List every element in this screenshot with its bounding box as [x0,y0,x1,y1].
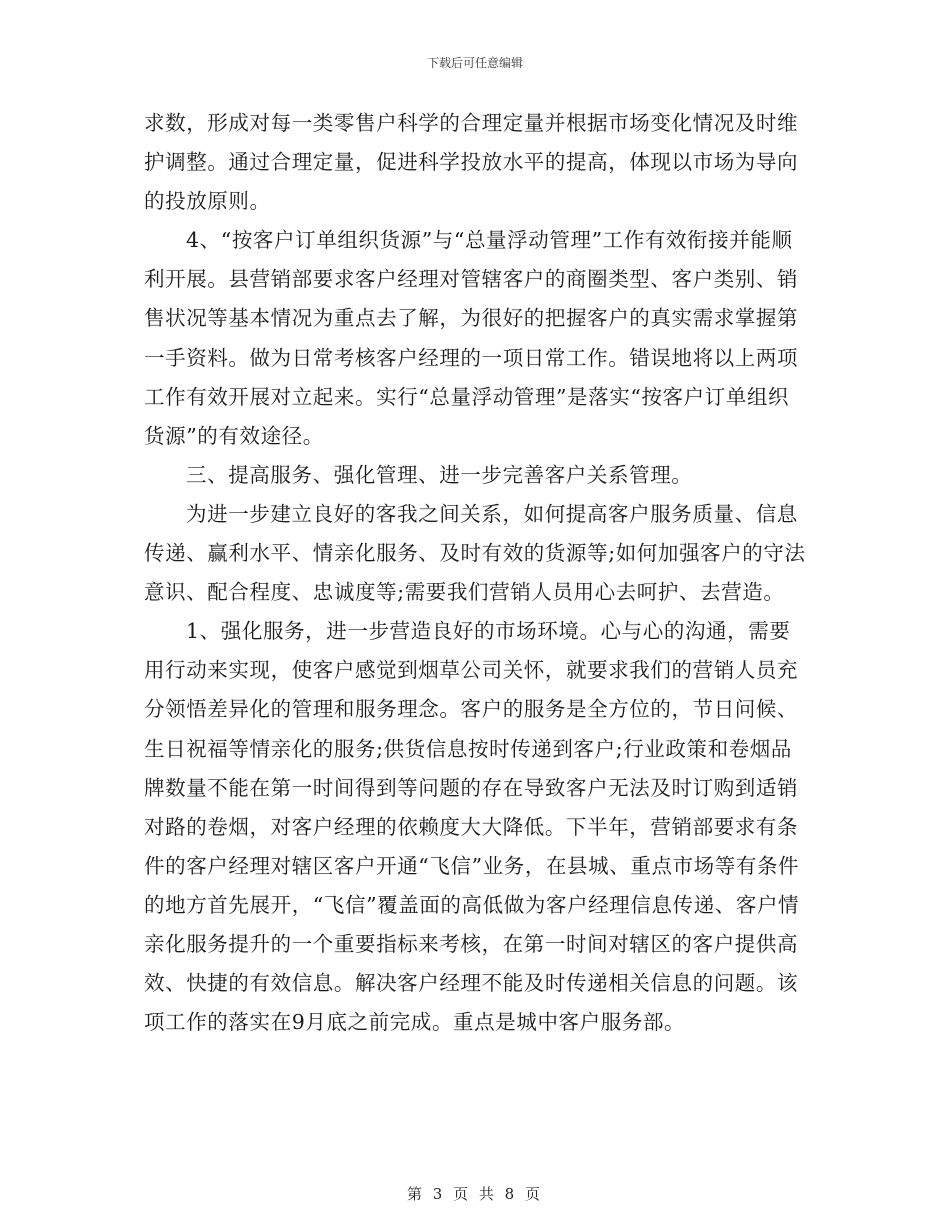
paragraph-intro: 为进一步建立良好的客我之间关系，如何提高客户服务质量、信息传递、赢利水平、情亲化服务、及时有效的货源等;如何加强客户的守法意识、配合程度、忠诚度等;需要我们营销人员用心去呵护、去营造。 [144,501,806,605]
page-number: 第 3 页 共 8 页 [407,1185,543,1203]
paragraph-item-4: 4、“按客户订单组织货源”与“总量浮动管理”工作有效衔接并能顺利开展。县营销部要求客户经理对管辖客户的商圈类型、客户类别、销售状况等基本情况为重点去了解，为很好的把握客户的真实需求掌握第一手资料。做为日常考核客户经理的一项日常工作。错误地将以上两项工作有效开展对立起来。实行“总量浮动管理”是落实“按客户订单组织货源”的有效途径。 [144,228,799,448]
paragraph-item-1: 1、强化服务，进一步营造良好的市场环境。心与心的沟通，需要用行动来实现，使客户感觉到烟草公司关怀，就要求我们的营销人员充分领悟差异化的管理和服务理念。客户的服务是全方位的，节日问候、生日祝福等情亲化的服务;供货信息按时传递到客户;行业政策和卷烟品牌数量不能在第一时间得到等问题的存在导致客户无法及时订购到适销对路的卷烟，对客户经理的依赖度大大降低。下半年，营销部要求有条件的客户经理对辖区客户开通“飞信”业务，在县城、重点市场等有条件的地方首先展开，“飞信”覆盖面的高低做为客户经理信息传递、客户情亲化服务提升的一个重要指标来考核，在第一时间对辖区的客户提供高效、快捷的有效信息。解决客户经理不能及时传递相关信息的问题。该项工作的落实在9月底之前完成。重点是城中客户服务部。 [144,619,800,1035]
page-header: 下载后可任意编辑 [426,56,523,70]
paragraph-continuation: 求数，形成对每一类零售户科学的合理定量并根据市场变化情况及时维护调整。通过合理定量，促进科学投放水平的提高，体现以市场为导向的投放原则。 [144,111,799,214]
section-heading-3: 三、提高服务、强化管理、进一步完善客户关系管理。 [186,462,693,487]
body-text [144,104,806,1042]
